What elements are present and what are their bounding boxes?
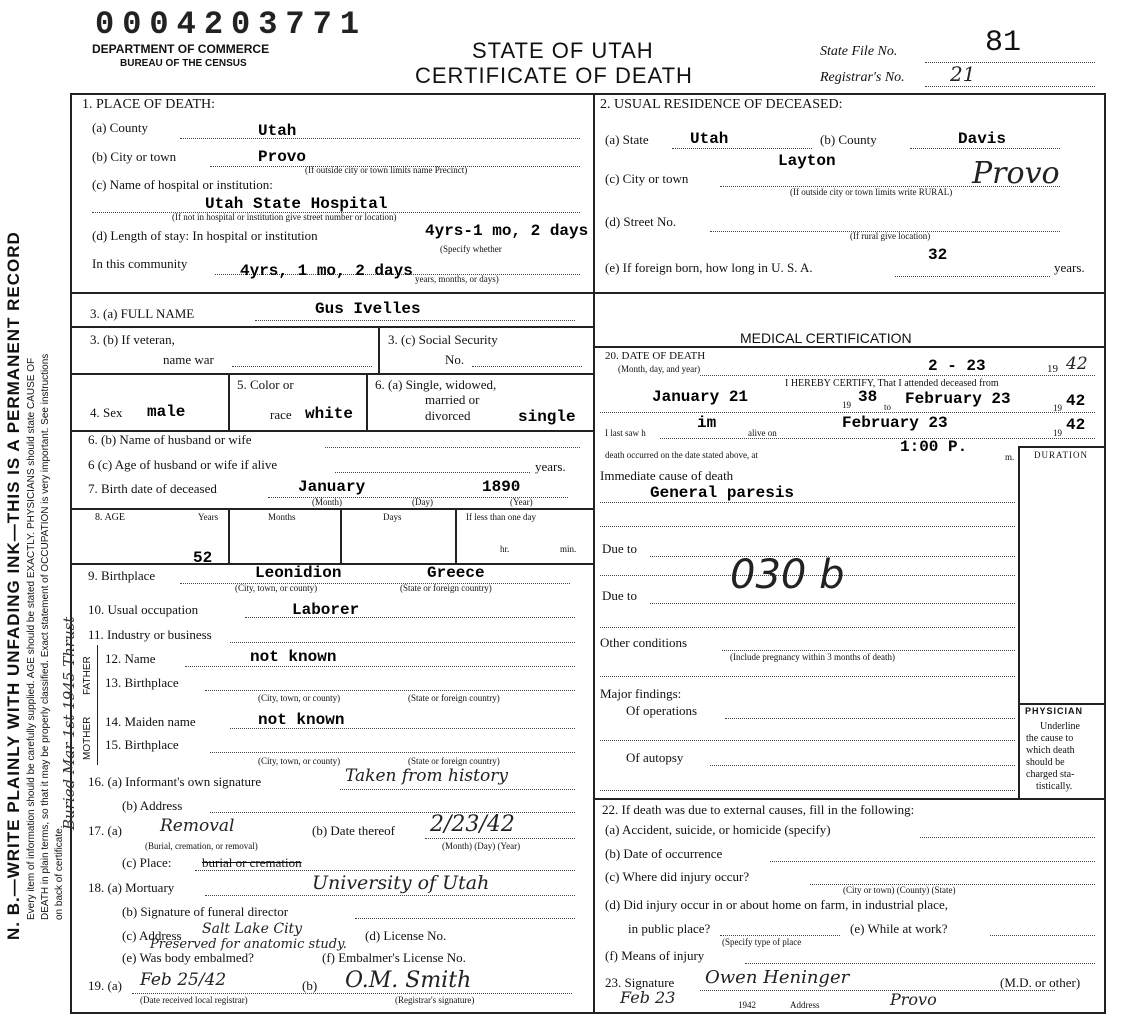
physician-note-2: the cause to: [1026, 733, 1074, 744]
marital-label-3: divorced: [425, 408, 471, 423]
registrar-b-label: (b): [302, 978, 318, 993]
signature-address: Provo: [890, 990, 937, 1009]
res-county-label: (b) County: [820, 132, 877, 147]
res-foreign-label: (e) If foreign born, how long in U. S. A.: [605, 260, 813, 275]
name-value: Gus Ivelles: [315, 300, 421, 318]
age-div-2: [340, 509, 342, 563]
other-line-2: [600, 676, 1015, 677]
state-file-number: 81: [985, 26, 1022, 60]
community-note: years, months, or days): [415, 274, 499, 284]
frame-bottom: [70, 1012, 1106, 1014]
parent-bracket: [97, 645, 98, 765]
external-d-note: (Specify type of place: [722, 937, 802, 947]
ss-line: [472, 366, 582, 367]
external-d: (d) Did injury occur in or about home on farm, in industrial place,: [605, 897, 948, 912]
signature-date: Feb 23: [620, 988, 676, 1007]
autopsy-line: [710, 765, 1015, 766]
disposal-date: 2/23/42: [430, 812, 515, 837]
res-state-label: (a) State: [605, 132, 649, 147]
specify-note: (Specify whether: [440, 244, 502, 254]
age-spouse-label: 6 (c) Age of husband or wife if alive: [88, 457, 278, 472]
husband-label: 6. (b) Name of husband or wife: [88, 432, 252, 447]
res-street-label: (d) Street No.: [605, 214, 677, 229]
informant-address-label: (b) Address: [122, 798, 183, 813]
other-conditions-line: [722, 650, 1015, 651]
res-county-value: Davis: [958, 130, 1007, 148]
war-label: name war: [163, 352, 214, 367]
county-label: (a) County: [92, 120, 148, 135]
community-value: 4yrs, 1 mo, 2 days: [240, 262, 413, 280]
mother-tag: MOTHER: [82, 716, 93, 760]
immediate-label: Immediate cause of death: [600, 468, 734, 483]
informant-address-line: [210, 812, 575, 813]
age-lessday-header: If less than one day: [466, 512, 536, 522]
sex-value: male: [147, 403, 186, 421]
death-time: 1:00 P.: [900, 438, 968, 456]
death-year-prefix: 19: [1047, 363, 1058, 375]
physician-signature: Owen Heninger: [705, 967, 850, 988]
certify-text: I HEREBY CERTIFY, That I attended deceased from: [785, 378, 999, 389]
mother-name-label: 14. Maiden name: [105, 714, 196, 729]
marital-value: single: [518, 408, 576, 426]
mother-state-note: (State or foreign country): [408, 756, 500, 766]
director-label: (b) Signature of funeral director: [122, 904, 289, 919]
age-spouse-line: [335, 472, 530, 473]
embalmed-label: (e) Was body embalmed?: [122, 950, 254, 965]
mother-birth-line: [210, 752, 575, 753]
death-year: 42: [1066, 354, 1088, 374]
place-heading: 1. PLACE OF DEATH:: [82, 97, 216, 112]
external-c: (c) Where did injury occur?: [605, 869, 750, 884]
duration-top: [1018, 446, 1105, 448]
marital-label-2: married or: [425, 392, 480, 407]
bureau-census: BUREAU OF THE CENSUS: [120, 58, 247, 69]
death-date-note: (Month, day, and year): [618, 364, 701, 374]
registrar-line: [132, 993, 572, 994]
death-date-value: 2 - 23: [928, 357, 986, 375]
disposal-date-label: (b) Date thereof: [312, 823, 396, 838]
death-date-label: 20. DATE OF DEATH: [605, 350, 706, 362]
sex-divider-2: [366, 374, 368, 430]
mortuary-value: University of Utah: [312, 872, 490, 894]
hospital-value: Utah State Hospital: [205, 195, 388, 213]
mortuary-label: 18. (a) Mortuary: [88, 880, 175, 895]
embalmer-label: (f) Embalmer's License No.: [322, 950, 466, 965]
age-days-header: Days: [383, 512, 402, 522]
from-year: 38: [858, 388, 878, 406]
other-conditions-label: Other conditions: [600, 635, 688, 650]
state-file-label: State File No.: [820, 44, 898, 59]
embalmed-value: Preserved for anatomic study.: [150, 937, 347, 952]
external-b-line: [770, 861, 1095, 862]
mother-city-note: (City, town, or county): [258, 756, 341, 766]
disposal-label: 17. (a): [88, 823, 122, 838]
frame-top: [70, 93, 1106, 95]
operations-line: [725, 718, 1015, 719]
informant-label: 16. (a) Informant's own signature: [88, 774, 262, 789]
from-date: January 21: [652, 388, 749, 406]
physician-note-1: Underline: [1040, 721, 1080, 732]
margin-note-1: Every item of information should be carefully supplied. AGE should be stated EXACTLY. PHYSICIANS should state CAUSE OF: [26, 357, 37, 920]
occupation-label: 10. Usual occupation: [88, 602, 199, 617]
birth-day-note: (Day): [412, 497, 433, 507]
father-state-note: (State or foreign country): [408, 693, 500, 703]
director-line: [355, 918, 575, 919]
hospital-note: (If not in hospital or institution give street number or location): [172, 212, 397, 222]
ss-label: 3. (c) Social Security: [388, 332, 498, 347]
registrar-number: 21: [950, 62, 976, 86]
res-state-value: Utah: [690, 130, 729, 148]
age-min: min.: [560, 544, 577, 554]
occupation-value: Laborer: [292, 601, 360, 619]
major-findings-label: Major findings:: [600, 686, 682, 701]
physician-note-4: should be: [1026, 757, 1065, 768]
last-saw-value: im: [697, 414, 717, 432]
race-label: race: [270, 407, 292, 422]
res-foreign-line: [895, 276, 1050, 277]
immediate-line-2: [600, 526, 1015, 527]
age-years-header: Years: [198, 512, 219, 522]
birth-year-note: (Year): [510, 497, 533, 507]
external-e: (e) While at work?: [850, 921, 948, 936]
to-year: 42: [1066, 392, 1086, 410]
physician-header: PHYSICIAN: [1025, 706, 1084, 716]
certificate-title: CERTIFICATE OF DEATH: [415, 63, 693, 88]
margin-note-3: on back of certificate.: [54, 825, 65, 920]
autopsy-label: Of autopsy: [626, 750, 684, 765]
vet-divider: [378, 326, 380, 374]
mother-birth-label: 15. Birthplace: [105, 737, 179, 752]
registrar-signature: O.M. Smith: [345, 968, 472, 993]
signature-address-label: Address: [790, 1000, 820, 1010]
alive-year-prefix: 19: [1053, 428, 1062, 438]
state-title: STATE OF UTAH: [472, 38, 654, 63]
sex-divider-1: [228, 374, 230, 430]
alive-line: [660, 438, 1095, 439]
res-foreign-value: 32: [928, 246, 948, 264]
disposal-date-line: [425, 838, 575, 839]
father-city-note: (City, town, or county): [258, 693, 341, 703]
county-value: Utah: [258, 122, 297, 140]
serial-number: 0004203771: [95, 6, 368, 43]
name-line: [255, 320, 575, 321]
mortuary-address-label: (c) Address: [122, 928, 182, 943]
signature-md: (M.D. or other): [1000, 975, 1081, 990]
external-f-line: [745, 963, 1095, 964]
res-city-note: (If outside city or town limits write RURAL): [790, 187, 953, 197]
external-heading: 22. If death was due to external causes, fill in the following:: [602, 802, 915, 817]
from-year-prefix: 19: [842, 400, 851, 410]
external-a-line: [920, 837, 1095, 838]
birth-country-value: Greece: [427, 564, 485, 582]
margin-permanent-notice: N. B.—WRITE PLAINLY WITH UNFADING INK—THIS IS A PERMANENT RECORD: [4, 231, 23, 940]
father-name-label: 12. Name: [105, 651, 156, 666]
res-rural-note: (If rural give location): [850, 231, 931, 241]
war-line: [232, 366, 372, 367]
informant-value: Taken from history: [345, 766, 508, 786]
external-b: (b) Date of occurrence: [605, 846, 723, 861]
duration-column: [1018, 446, 1020, 798]
due-1-label: Due to: [602, 541, 638, 556]
color-label: 5. Color or: [237, 377, 294, 392]
death-date-line: [700, 375, 1095, 376]
res-city-handwritten: Provo: [972, 156, 1060, 191]
to-label: to: [884, 402, 892, 412]
operations-label: Of operations: [626, 703, 698, 718]
res-city-label: (c) City or town: [605, 171, 689, 186]
age-months-header: Months: [268, 512, 296, 522]
immediate-value: General paresis: [650, 484, 795, 502]
other-conditions-note: (Include pregnancy within 3 months of death): [730, 652, 895, 662]
name-label: 3. (a) FULL NAME: [90, 306, 195, 321]
license-label: (d) License No.: [365, 928, 447, 943]
community-label: In this community: [92, 256, 188, 271]
medical-heading: MEDICAL CERTIFICATION: [740, 330, 912, 346]
registrar-date: Feb 25/42: [140, 970, 227, 990]
county-line: [180, 138, 580, 139]
father-birth-line: [205, 690, 575, 691]
age-div-3: [455, 509, 457, 563]
alive-on-label: alive on: [748, 428, 777, 438]
disposal-kind-note: (Burial, cremation, or removal): [145, 841, 258, 851]
industry-label: 11. Industry or business: [88, 627, 212, 642]
occurred-label: death occurred on the date stated above, at: [605, 450, 758, 460]
signature-year: 1942: [738, 1000, 756, 1010]
disposal-date-note: (Month) (Day) (Year): [442, 841, 521, 851]
due-2-line: [650, 603, 1015, 604]
duration-header: DURATION: [1034, 450, 1088, 460]
divider-left-age: [70, 508, 594, 510]
birth-month-note: (Month): [312, 497, 342, 507]
external-f: (f) Means of injury: [605, 948, 705, 963]
from-line: [600, 412, 1095, 413]
birthplace-label: 9. Birthplace: [88, 568, 156, 583]
autopsy-line-2: [600, 790, 1015, 791]
external-d-line: [720, 935, 840, 936]
cause-code: 030 b: [730, 552, 845, 598]
birth-label: 7. Birth date of deceased: [88, 481, 217, 496]
physician-note-6: tistically.: [1036, 781, 1073, 792]
sex-label: 4. Sex: [90, 405, 123, 420]
due-2-line-2: [600, 627, 1015, 628]
frame-right: [1104, 93, 1106, 1014]
registrar-line: [925, 86, 1095, 87]
death-m: m.: [1005, 452, 1015, 462]
divider-left-name: [70, 326, 594, 328]
birth-city-note: (City, town, or county): [235, 583, 318, 593]
due-2-label: Due to: [602, 588, 638, 603]
father-birth-label: 13. Birthplace: [105, 675, 179, 690]
registrar-row-label: 19. (a): [88, 978, 122, 993]
race-value: white: [305, 405, 354, 423]
external-c-note: (City or town) (County) (State): [843, 885, 956, 895]
alive-year: 42: [1066, 416, 1086, 434]
birth-year: 1890: [482, 478, 521, 496]
immediate-line: [600, 502, 1015, 503]
birth-country-note: (State or foreign country): [400, 583, 492, 593]
city-label: (b) City or town: [92, 149, 177, 164]
to-year-prefix: 19: [1053, 403, 1062, 413]
frame-left: [70, 93, 72, 1014]
physician-note-5: charged sta-: [1026, 769, 1075, 780]
father-name-value: not known: [250, 648, 337, 666]
margin-handwritten: Buried Mar 1st 1945 Thrust: [60, 616, 78, 830]
stay-label: (d) Length of stay: In hospital or institution: [92, 228, 318, 243]
mortuary-line: [205, 895, 575, 896]
physician-top: [1018, 703, 1105, 705]
external-e-line: [990, 935, 1095, 936]
age-spouse-years: years.: [535, 459, 566, 474]
res-years: years.: [1054, 260, 1085, 275]
registrar-sig-note: (Registrar's signature): [395, 995, 475, 1005]
mortuary-address: Salt Lake City: [202, 921, 303, 937]
mother-name-value: not known: [258, 711, 345, 729]
divider-right-external: [594, 798, 1105, 800]
age-years-value: 52: [193, 549, 213, 567]
ss-no-label: No.: [445, 352, 465, 367]
res-county-line: [910, 148, 1060, 149]
husband-line: [325, 447, 580, 448]
father-name-line: [185, 666, 575, 667]
alive-date: February 23: [842, 414, 948, 432]
res-state-line: [672, 148, 812, 149]
signature-label: 23. Signature: [605, 975, 675, 990]
divider-right-med: [594, 346, 1105, 348]
disposal-place-line: [195, 870, 575, 871]
external-d2: in public place?: [628, 921, 711, 936]
age-label: 8. AGE: [95, 512, 125, 523]
disposal-place-struck: burial or cremation: [202, 855, 302, 870]
operations-line-2: [600, 740, 1015, 741]
industry-line: [230, 642, 575, 643]
external-a: (a) Accident, suicide, or homicide (specify): [605, 822, 831, 837]
age-hr: hr.: [500, 544, 510, 554]
city-note: (If outside city or town limits name Precinct): [305, 165, 468, 175]
res-city-value: Layton: [778, 152, 836, 170]
marital-label-1: 6. (a) Single, widowed,: [375, 377, 497, 392]
stay-value: 4yrs-1 mo, 2 days: [425, 222, 589, 240]
physician-note-3: which death: [1026, 745, 1075, 756]
disposal-place-label: (c) Place:: [122, 855, 172, 870]
city-value: Provo: [258, 148, 307, 166]
birth-month: January: [298, 478, 366, 496]
birth-city-value: Leonidion: [255, 564, 342, 582]
informant-line: [340, 789, 575, 790]
disposal-value: Removal: [160, 816, 235, 836]
center-divider: [593, 93, 595, 1014]
to-date: February 23: [905, 390, 1011, 408]
divider-left-vet: [70, 373, 594, 375]
registrar-label: Registrar's No.: [820, 70, 905, 85]
father-tag: FATHER: [82, 656, 93, 695]
residence-heading: 2. USUAL RESIDENCE OF DECEASED:: [600, 97, 843, 112]
registrar-date-note: (Date received local registrar): [140, 995, 248, 1005]
hospital-label: (c) Name of hospital or institution:: [92, 177, 273, 192]
veteran-label: 3. (b) If veteran,: [90, 332, 175, 347]
margin-note-2: DEATH in plain terms, so that it may be properly classified. Exact statement of OCCUPATION is very important. See instructions: [40, 353, 51, 920]
dept-commerce: DEPARTMENT OF COMMERCE: [92, 42, 270, 56]
last-saw-label: I last saw h: [605, 428, 646, 438]
age-div-1: [228, 509, 230, 563]
divider-row-1: [70, 292, 1106, 294]
